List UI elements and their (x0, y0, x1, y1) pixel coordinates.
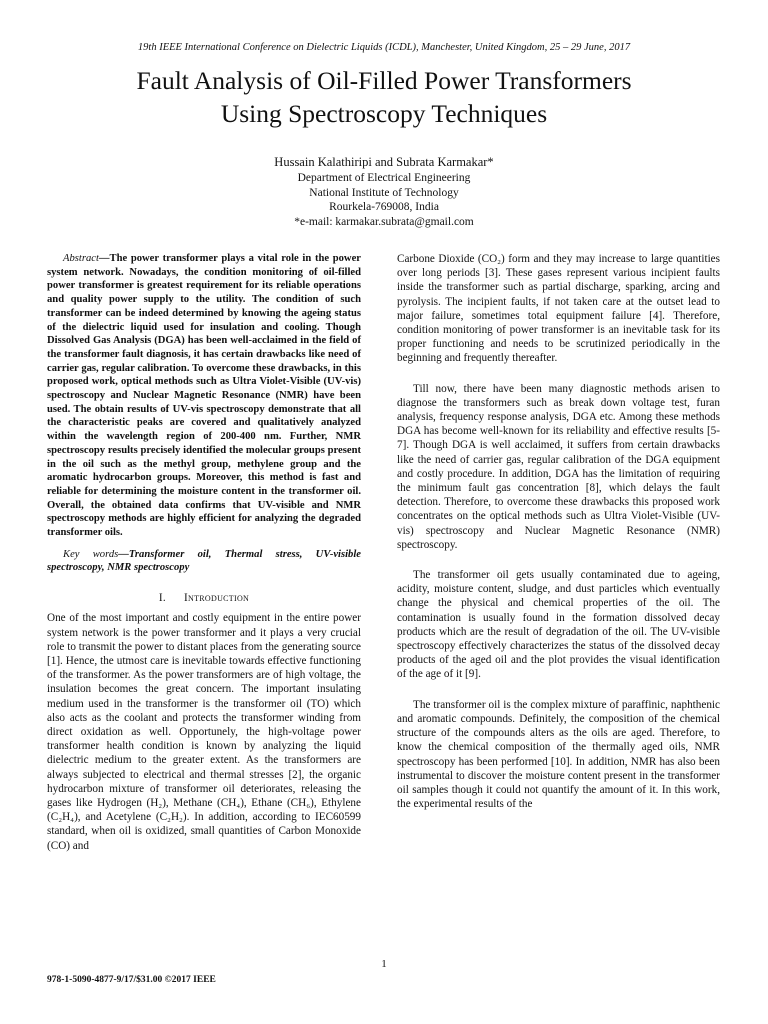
right-paragraph-3: The transformer oil gets usually contaminated due to ageing, acidity, moisture content, sludge, and dust particles which eventually change the physical and chemical properties of the oil. The contamination is usually found in the formation dissolved decay products which are the result of degradation of the oil. The UV-visible spectroscopy effectively characterizes the status of the dissolved decay products of the aged oil and the plot provides the visual identification of the age of it [9]. (397, 569, 720, 681)
right-paragraph-1: Carbone Dioxide (CO₂) form and they may increase to large quantities over long periods [3]. These gases represent various incipient faults inside the transformer such as partial discharge, sparking, arcing and pyrolysis. The incipient faults, if not taken care at the outset lead to major failure, sometimes total equipment failure [4]. Therefore, condition monitoring of power transformer is an inevitable task for its proper functioning and needs to be scrutinized periodically in the beginning and frequently thereafter. (397, 253, 720, 365)
right-paragraph-2: Till now, there have been many diagnostic methods arisen to diagnose the transformers such as break down voltage test, furan analysis, frequency response analysis, DGA etc. Among these methods DGA has become well-known for its reliability and effective results [5-7]. Though DGA is well acclaimed, it suffers from certain drawbacks like the need of carrier gas, regular calibration of the DGA equipment and costly procedure. In addition, DGA has the limitation of requiring the minimum fault gas concentration [8], which delays the fault detection. Therefore, to overcome these drawbacks this proposed work concentrates on the optical methods such as Ultra Violet-Visible (UV-vis) spectroscopy and Nuclear Magnetic Resonance (NMR) spectroscopy. (397, 382, 720, 551)
authors: Hussain Kalathiripi and Subrata Karmakar* (274, 155, 494, 169)
title-line-1: Fault Analysis of Oil-Filled Power Transformers (136, 66, 632, 95)
affiliation (0, 171, 768, 229)
abstract-label: Abstract (63, 253, 99, 264)
affiliation-email: *e-mail: karmakar.subrata@gmail.com (294, 215, 474, 228)
keywords-label: Key words (63, 548, 119, 560)
paper-title (0, 64, 768, 130)
page-number: 1 (381, 958, 387, 970)
section-number: I. (158, 592, 166, 605)
section-title: Introduction (184, 592, 250, 605)
conference-header: 19th IEEE International Conference on Dielectric Liquids (ICDL), Manchester, United Kingdom, 25 – 29 June, 2017 (137, 42, 631, 53)
section-heading-introduction (47, 591, 361, 605)
right-column (397, 252, 720, 827)
abstract-text: —The power transformer plays a vital role in the power system network. Nowadays, the condition monitoring of oil-filled power transformer is greatest requirement for its reliable operations and quality power supply to the utility. The condition of such transformer can be indeed determined by knowing the ageing status of the dielectric liquid used for insulation and cooling. Though Dissolved Gas Analysis (DGA) has been well-acclaimed in the field of the transformer fault diagnosis, it has certain drawbacks like need of carrier gas, regular calibration. To overcome these drawbacks, in this proposed work, optical methods such as Ultra Violet-Visible (UV-vis) spectroscopy and Nuclear Magnetic Resonance (NMR) have been used. The obtain results of UV-vis spectroscopy demonstrate that all the characteristic peaks are covered and qualitatively analyzed within the wavelength region of 200-400 nm. Further, NMR spectroscopy results precisely identified the molecular groups present in the oil such as the methyl group, methylene group and the aromatic hydrocarbon groups. Moreover, this method is fast and reliable for determining the moisture content in the transformer oil. Overall, the obtained data confirms that UV-visible and NMR spectroscopy methods are highly efficient for analyzing the degraded transformer oils. (47, 253, 361, 539)
keywords (47, 548, 361, 575)
keywords-text: —Transformer oil, Thermal stress, UV-visible spectroscopy, NMR spectroscopy (47, 548, 361, 574)
intro-paragraph: One of the most important and costly equipment in the entire power system network is the power transformer and it plays a very crucial role to transmit the power to distant places from the generating source [1]. Hence, the utmost care is inevitable towards effective functioning of the transformer. As the power transformers are of high voltage, the insulation becomes the great concern. The important insulating medium used in the transformer is the transformer oil (TO) which also acts as the coolant and protects the transformer winding from direct oxidation as well. Opportunely, the high-voltage power transformer health condition is known by analyzing the liquid dielectric medium to the greater extent. As the transformers are always subjected to electrical and thermal stresses [2], the organic hydrocarbon mixture of transformer oil deteriorates, releasing the gases like Hydrogen (H₂), Methane (CH₄), Ethane (CH₆), Ethylene (C₂H₄), and Acetylene (C₂H₂). In addition, according to IEC60599 standard, when oil is oxidized, small quantities of Carbon Monoxide (CO) and (47, 612, 361, 852)
title-line-2: Using Spectroscopy Techniques (220, 99, 548, 128)
abstract (47, 252, 361, 540)
right-paragraph-4: The transformer oil is the complex mixture of paraffinic, naphthenic and aromatic compounds. Definitely, the composition of the chemical structure of the compounds alters as the oils are aged. Therefore, to know the chemical composition of the thermally aged oils, NMR spectroscopy has been performed [10]. In addition, NMR has also been instrumental to discover the moisture content present in the transformer oil samples though it could not quantify the amount of it. In this work, the experimental results of the (397, 698, 720, 811)
affiliation-city: Rourkela-769008, India (329, 201, 439, 213)
affiliation-dept: Department of Electrical Engineering (297, 172, 471, 184)
affiliation-institute: National Institute of Technology (309, 186, 459, 199)
isbn-footer: 978-1-5090-4877-9/17/$31.00 ©2017 IEEE (47, 975, 216, 985)
left-column (47, 252, 361, 853)
